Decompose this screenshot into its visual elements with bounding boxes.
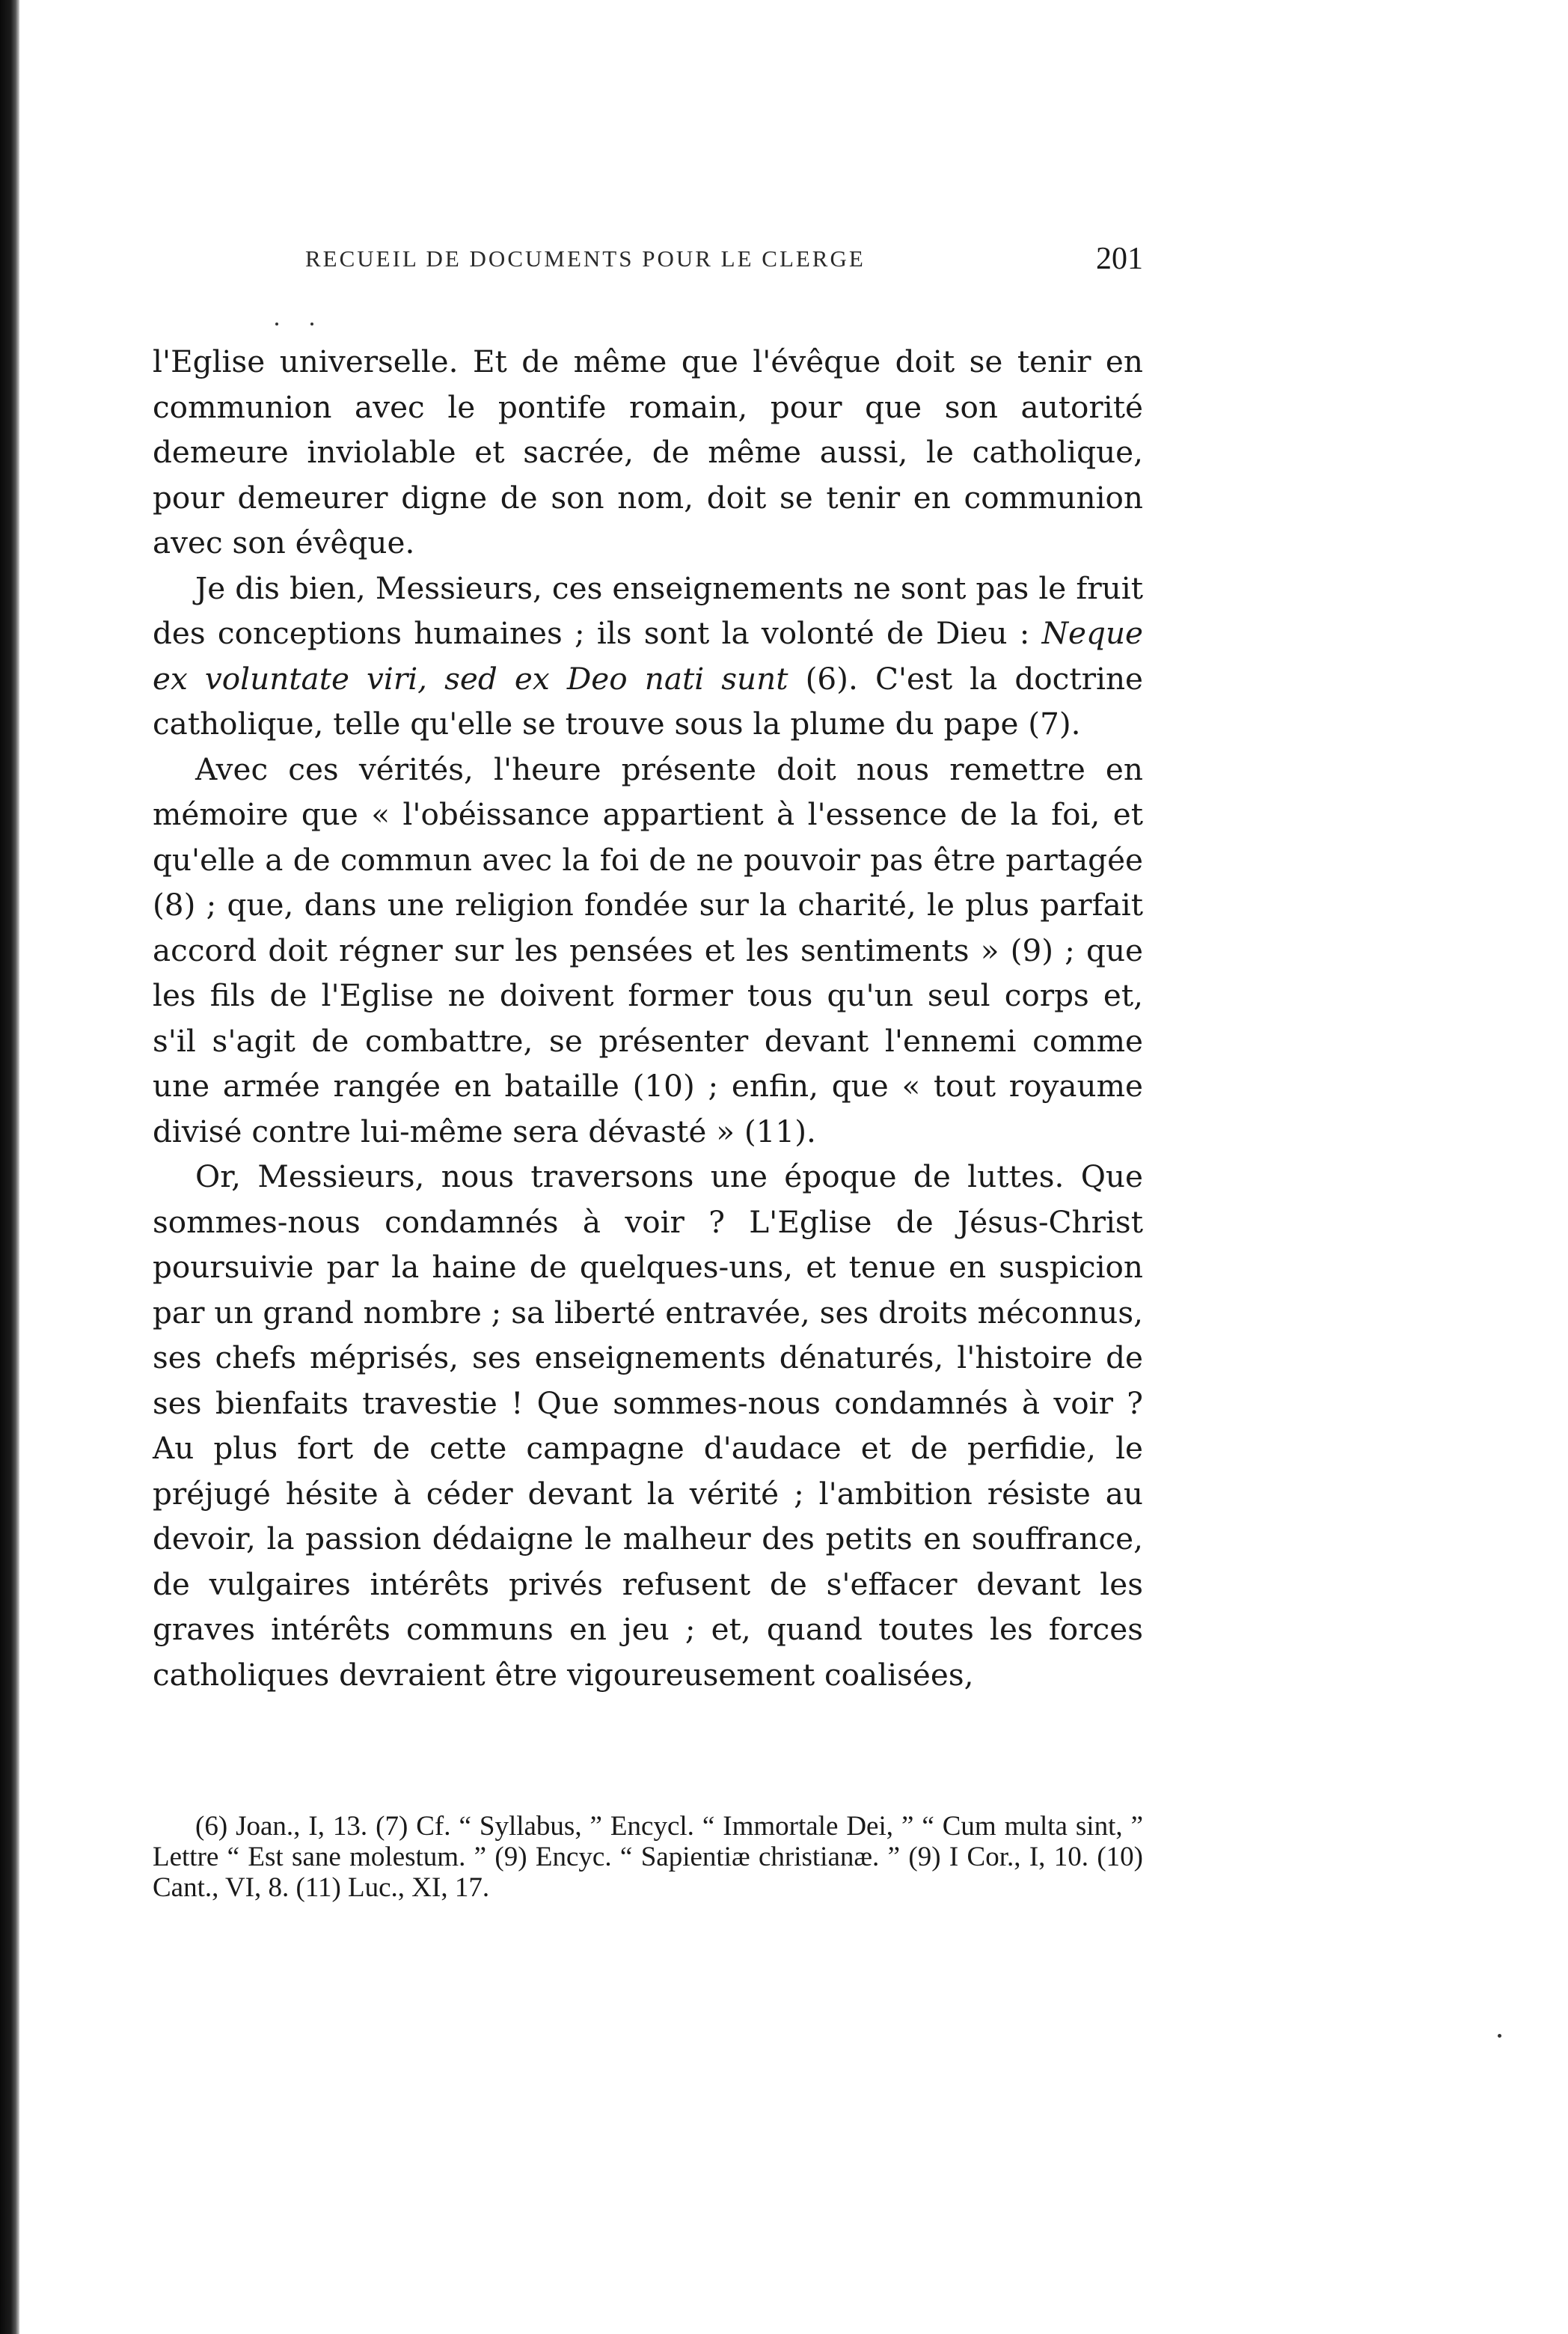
latin-quotation: Neque ex voluntate viri, sed ex Deo nati sunt [153, 615, 1143, 697]
body-text [153, 339, 1143, 1697]
paragraph-3: Avec ces vérités, l'heure présente doit nous remettre en mémoire que « l'obéissance appartient à l'essence de la foi, et qu'elle a de commun avec la foi de ne pouvoir pas être partagée (8) ; que, dans une religion fondée sur la charité, le plus parfait accord doit régner sur les pensées et les sentiments » (9) ; que les fils de l'Eglise ne doivent former tous qu'un seul corps et, s'il s'agit de combattre, se présenter devant l'ennemi comme une armée rangée en bataille (10) ; enfin, que « tout royaume divisé contre lui-même sera dévasté » (11). [153, 751, 1143, 1149]
paragraph-2-start: Je dis bien, Messieurs, ces enseignements ne sont pas le fruit des conceptions humaines ; ils sont la volonté de Dieu : [153, 569, 1143, 651]
paragraph-2-end: (6). C'est la doctrine catholique, telle qu'elle se trouve sous la plume du pape (7). [153, 660, 1144, 742]
paragraph-2 [153, 566, 1143, 747]
print-speck [275, 323, 278, 326]
print-speck [310, 323, 313, 326]
footnotes [153, 1811, 1143, 1903]
page-binding-edge [0, 0, 19, 2334]
footnote-text: (6) Joan., I, 13. (7) Cf. “ Syllabus, ” Encycl. “ Immortale Dei, ” “ Cum multa sint, ” Lettre “ Est sane molestum. ” (9) Encyc. “ Sapientiæ christianæ. ” (9) I Cor., I, 10. (10) Cant., VI, 8. (11) Luc., XI, 17. [153, 1811, 1143, 1903]
page-number: 201 [1096, 242, 1143, 276]
print-speck [1498, 2034, 1501, 2038]
paragraph-1: l'Eglise universelle. Et de même que l'évêque doit se tenir en communion avec le pontife romain, pour que son autorité demeure inviolable et sacrée, de même aussi, le catholique, pour demeurer digne de son nom, doit se tenir en communion avec son évêque. [153, 343, 1143, 560]
page-header [305, 241, 1143, 286]
paragraph-4: Or, Messieurs, nous traversons une époque de luttes. Que sommes-nous condamnés à voir ? L'Eglise de Jésus-Christ poursuivie par la haine de quelques-uns, et tenue en suspicion par un grand nombre ; sa liberté entravée, ses droits méconnus, ses chefs méprisés, ses enseignements dénaturés, l'histoire de ses bienfaits travestie ! Que sommes-nous condamnés à voir ? Au plus fort de cette campagne d'audace et de perfidie, le préjugé hésite à céder devant la vérité ; l'ambition résiste au devoir, la passion dédaigne le malheur des petits en souffrance, de vulgaires intérêts privés refusent de s'effacer devant les graves intérêts communs en jeu ; et, quand toutes les forces catholiques devraient être vigoureusement coalisées, [153, 1158, 1143, 1693]
running-head: RECUEIL DE DOCUMENTS POUR LE CLERGE [305, 245, 866, 272]
